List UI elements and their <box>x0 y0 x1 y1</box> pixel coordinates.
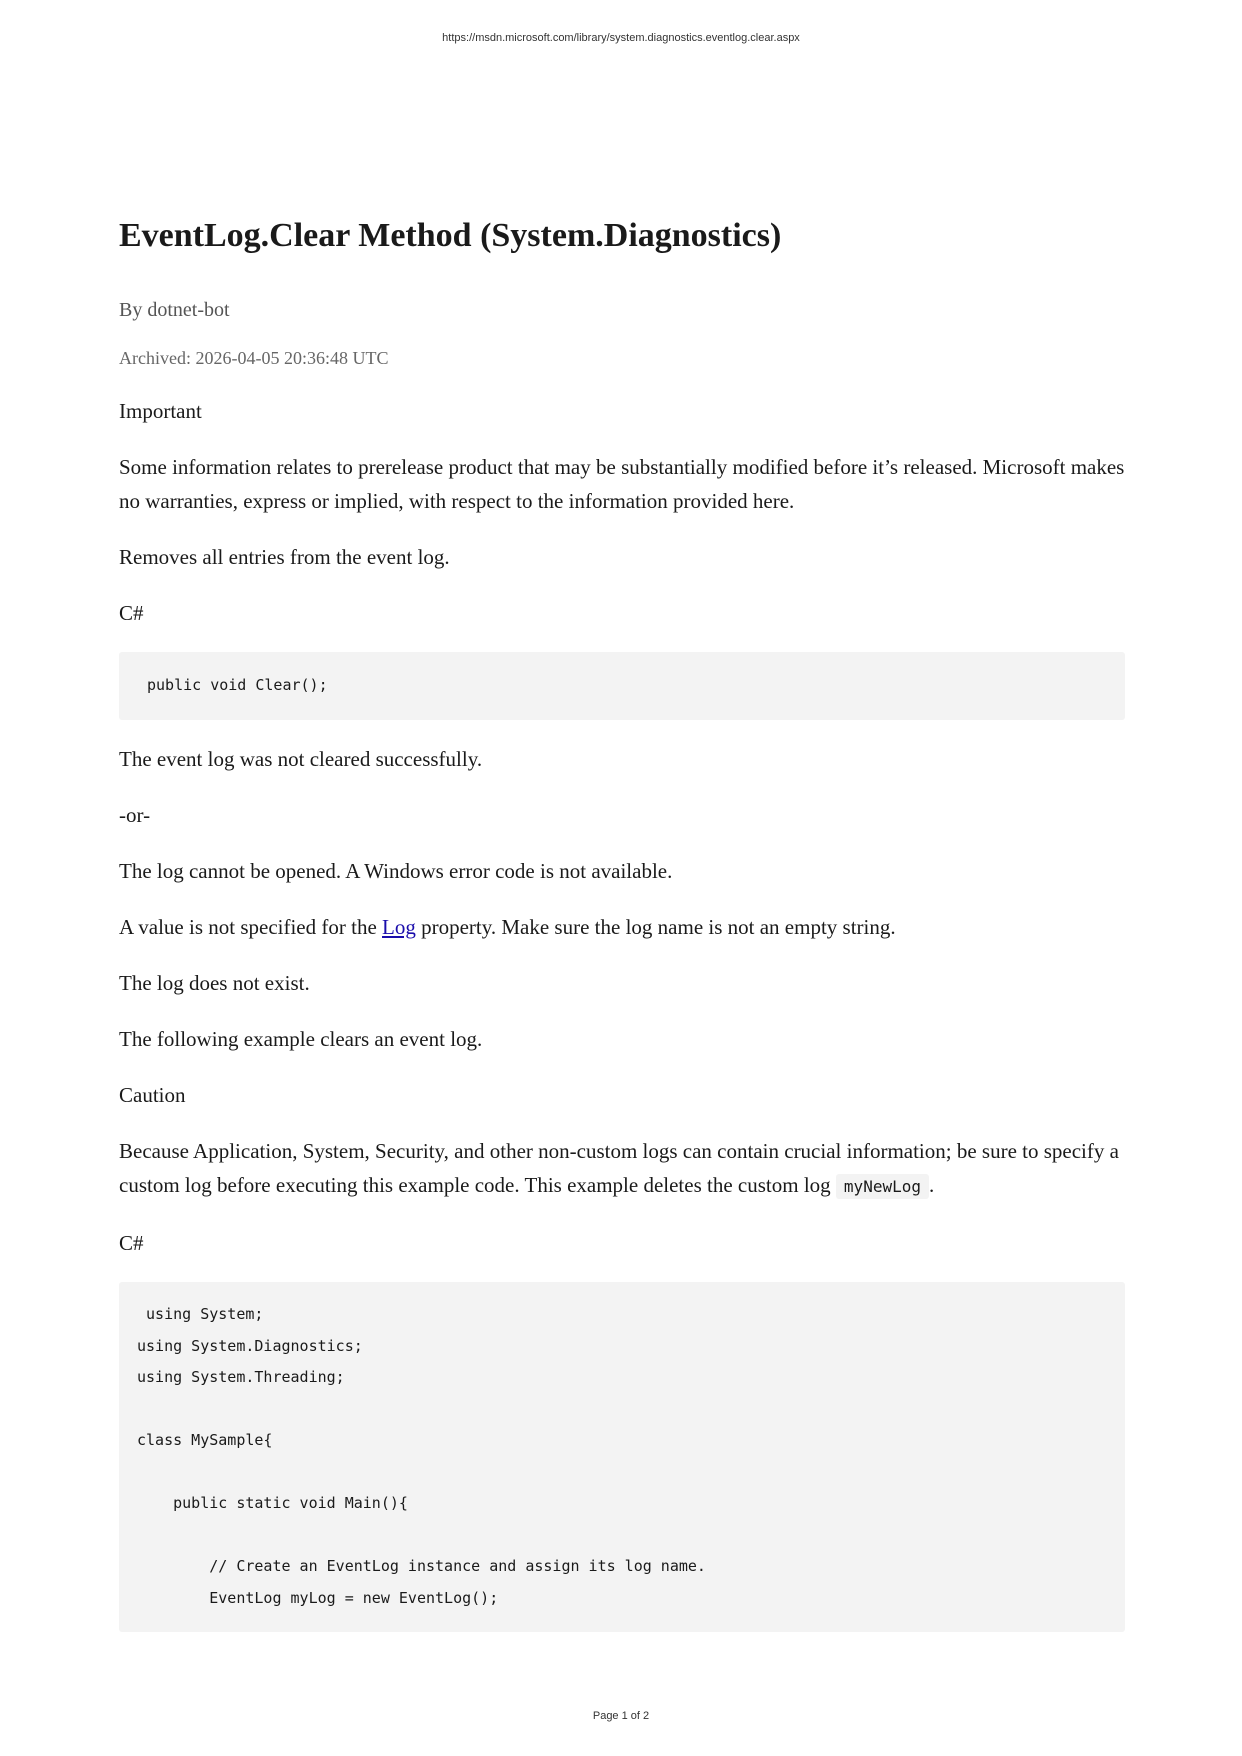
exception-text: The log does not exist. <box>119 971 310 995</box>
signature-code-block <box>119 652 1125 720</box>
exception-text-with-link <box>119 910 1125 944</box>
exception-text-before: A value is not specified for the <box>119 915 383 939</box>
log-property-link[interactable]: Log <box>382 915 416 939</box>
page-title: EventLog.Clear Method (System.Diagnostics) <box>119 217 782 254</box>
caution-text-end: . <box>928 1173 935 1197</box>
language-label: C# <box>119 1231 144 1255</box>
archived-timestamp: Archived: 2026-04-05 20:36:48 UTC <box>119 348 389 368</box>
language-label: C# <box>119 601 144 625</box>
page-url-header: https://msdn.microsoft.com/library/system.diagnostics.eventlog.clear.aspx <box>442 32 800 44</box>
example-intro: The following example clears an event log. <box>119 1027 483 1051</box>
caution-text <box>119 1134 1125 1204</box>
caution-label: Caution <box>119 1083 186 1107</box>
caution-text-body: Because Application, System, Security, and other non-custom logs can contain crucial information; be sure to specify a custom log before executing this example code. This example deletes the custom log <box>119 1139 1119 1197</box>
exception-text: The log cannot be opened. A Windows error code is not available. <box>119 859 673 883</box>
example-code: using System; using System.Diagnostics; using System.Threading; class MySample{ public static void Main(){ // Create an EventLog instance and assign its log name. EventLog myLog = new EventLog(); <box>137 1305 706 1607</box>
important-text: Some information relates to prerelease product that may be substantially modified before it’s released. Microsoft makes no warranties, express or implied, with respect to the information provided here. <box>119 455 1125 513</box>
exception-text-after: property. Make sure the log name is not an empty string. <box>415 915 896 939</box>
signature-code: public void Clear(); <box>147 676 328 695</box>
page-indicator: Page 1 of 2 <box>592 1710 650 1722</box>
important-label: Important <box>119 399 202 423</box>
example-code-block <box>119 1282 1125 1632</box>
byline: By dotnet-bot <box>119 299 230 321</box>
exception-text: The event log was not cleared successfully. <box>119 747 483 771</box>
article-content <box>119 206 1125 1654</box>
or-separator: -or- <box>119 803 151 827</box>
inline-code: myNewLog <box>836 1174 929 1199</box>
method-summary: Removes all entries from the event log. <box>119 545 450 569</box>
